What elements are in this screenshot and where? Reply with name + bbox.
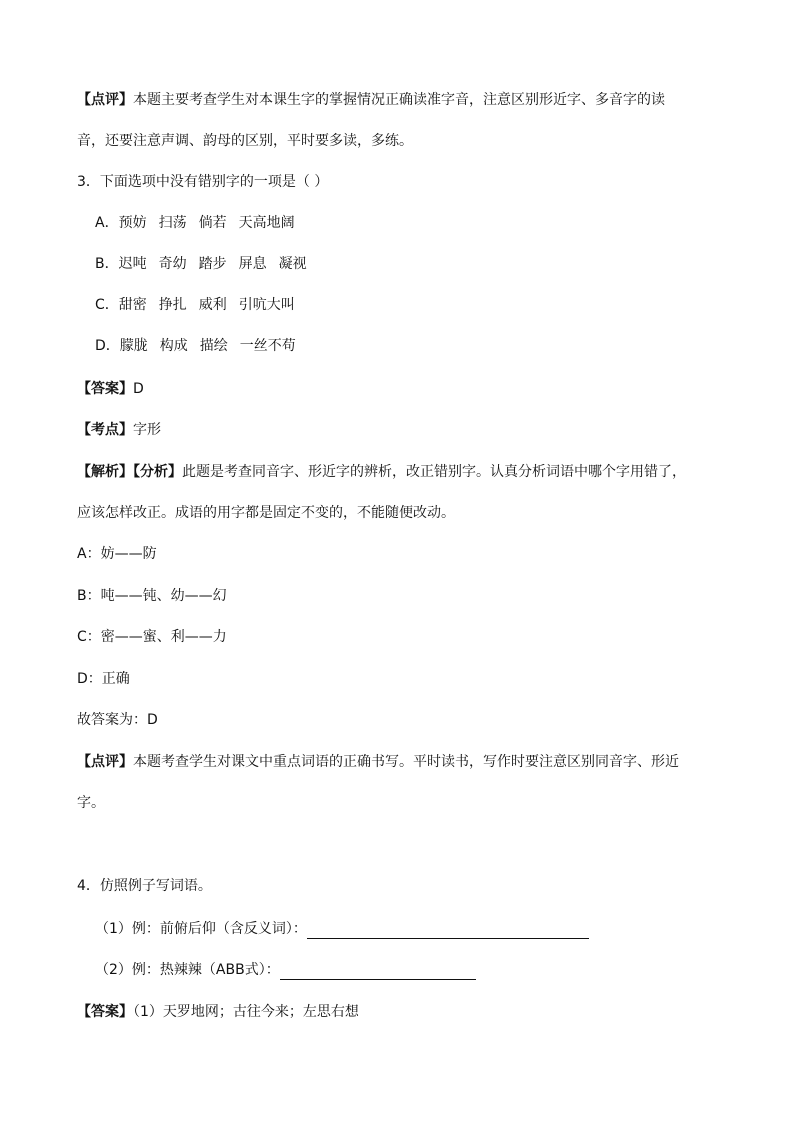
sub-item-2: （2）例：热辣辣（ABB式）： <box>95 960 476 980</box>
option-c: C．甜密 挣扎 威利 引吭大叫 <box>95 297 295 313</box>
option-b: B．迟吨 奇幼 踏步 屏息 凝视 <box>95 256 307 272</box>
answer: 【答案】（1）天罗地网；古往今来；左思右想 <box>77 1004 359 1020</box>
conclusion: 故答案为：D <box>77 712 158 728</box>
review-line-2: 音，还要注意声调、韵母的区别，平时要多读，多练。 <box>77 133 413 149</box>
correction-d: D：正确 <box>77 671 130 687</box>
sub-item-1: （1）例：前俯后仰（含反义词）： <box>95 919 589 939</box>
question-stem: 3．下面选项中没有错别字的一项是（ ） <box>77 174 329 190</box>
correction-c: C：密——蜜、利——力 <box>77 629 227 645</box>
answer: 【答案】D <box>77 381 144 397</box>
knowledge-point: 【考点】字形 <box>77 422 161 438</box>
review-line-2: 字。 <box>77 795 105 811</box>
analysis-line-2: 应该怎样改正。成语的用字都是固定不变的，不能随便改动。 <box>77 505 455 521</box>
correction-b: B：吨——钝、幼——幻 <box>77 588 227 604</box>
answer-blank-1[interactable] <box>307 924 589 939</box>
analysis-line-1: 【解析】【分析】此题是考查同音字、形近字的辨析，改正错别字。认真分析词语中哪个字用错了， <box>77 464 686 480</box>
answer-blank-2[interactable] <box>280 965 476 980</box>
question-stem: 4．仿照例子写词语。 <box>77 878 212 894</box>
review-tag: 【点评】 <box>77 92 133 108</box>
option-a: A．预妨 扫荡 倘若 天高地阔 <box>95 215 295 231</box>
review-line-1: 【点评】本题考查学生对课文中重点词语的正确书写。平时读书，写作时要注意区别同音字、形近 <box>77 754 679 770</box>
review-line-1: 【点评】本题主要考查学生对本课生字的掌握情况正确读准字音，注意区别形近字、多音字的读 <box>77 92 665 108</box>
correction-a: A：妨——防 <box>77 546 157 562</box>
option-d: D．朦胧 构成 描绘 一丝不苟 <box>95 338 296 354</box>
